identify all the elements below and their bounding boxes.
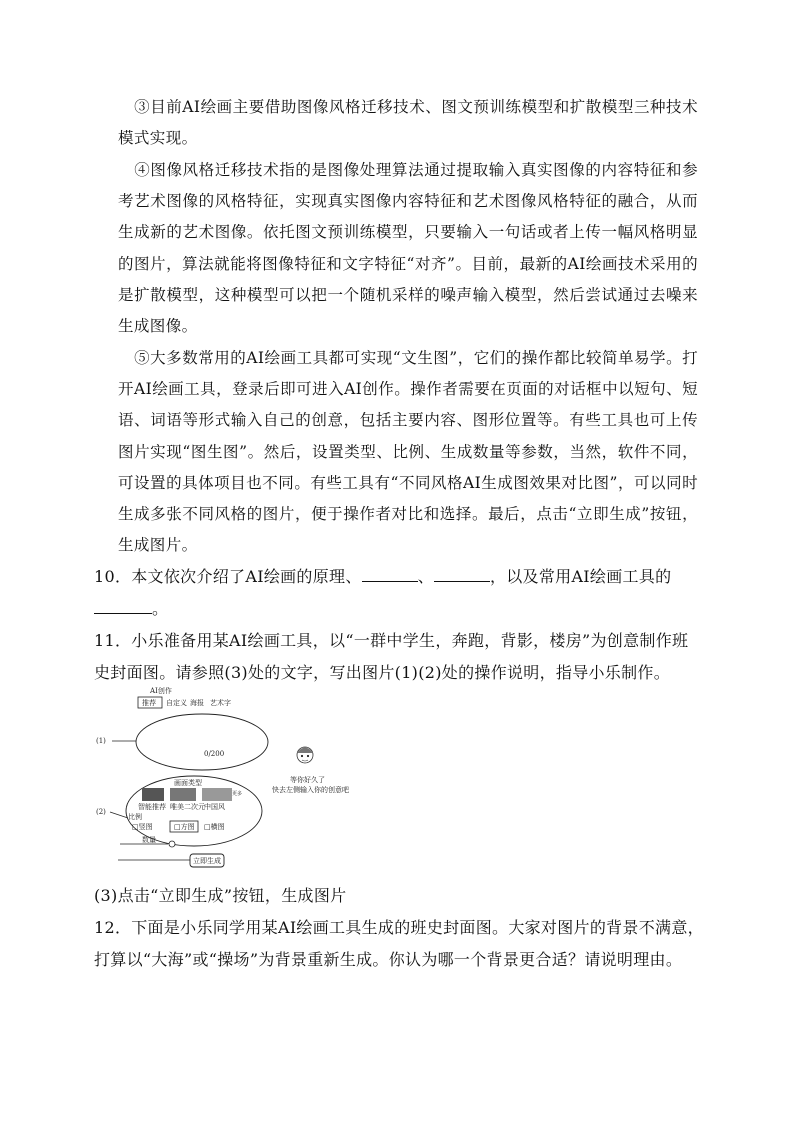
assistant-avatar-icon [297, 747, 313, 763]
question-12 [94, 912, 704, 976]
count-slider-handle[interactable] [169, 841, 175, 847]
paragraph-3 [118, 92, 698, 154]
assistant-line-2: 快去左侧输入你的创意吧 [272, 786, 349, 794]
answer-blank-2[interactable] [434, 563, 490, 582]
ratio-label: 比例 [128, 813, 142, 821]
style-chinese[interactable]: 中国风 [204, 803, 225, 811]
tab-recommend[interactable]: 推荐 [142, 699, 156, 707]
answer-blank-1[interactable] [362, 563, 418, 582]
question-10-end: 。 [152, 599, 169, 618]
prompt-input-ellipse[interactable] [136, 714, 268, 770]
question-10-text-b: ，以及常用AI绘画工具的 [489, 567, 672, 586]
question-11-step-3-text: (3)点击“立即生成”按钮，生成图片 [94, 886, 347, 905]
paragraph-4 [118, 155, 698, 342]
generate-button-label[interactable]: 立即生成 [193, 857, 221, 865]
ratio-landscape[interactable]: □横图 [204, 823, 225, 831]
style-thumb-smart[interactable] [142, 788, 164, 801]
ratio-square[interactable]: □方图 [174, 823, 195, 831]
question-11-text: 11．小乐准备用某AI绘画工具，以“一群中学生，奔跑，背影，楼房”为创意制作班史封面图。请参照(3)处的文字，写出图片(1)(2)处的操作说明，指导小乐制作。 [94, 631, 689, 682]
ratio-portrait[interactable]: □竖图 [132, 823, 153, 831]
question-10-separator: 、 [417, 567, 434, 586]
assistant-line-1: 等你好久了 [290, 776, 325, 784]
ai-tool-figure [94, 684, 394, 874]
style-smart[interactable]: 智能推荐 [138, 803, 166, 811]
tab-art-text[interactable]: 艺术字 [210, 699, 231, 707]
more-styles[interactable]: 更多 [232, 791, 243, 797]
char-counter: 0/200 [204, 750, 225, 758]
figure-title: AI创作 [150, 687, 172, 695]
question-10 [94, 561, 704, 625]
style-thumb-chinese[interactable] [202, 788, 232, 801]
count-label: 数量 [142, 836, 156, 844]
question-12-text: 12．下面是小乐同学用某AI绘画工具生成的班史封面图。大家对图片的背景不满意，打算以“大海”或“操场”为背景重新生成。你认为哪一个背景更合适？请说明理由。 [94, 918, 704, 969]
paragraph-5-text: ⑤大多数常用的AI绘画工具都可实现“文生图”，它们的操作都比较简单易学。打开AI绘画工具，登录后即可进入AI创作。操作者需要在页面的对话框中以短句、短语、词语等形式输入自己的创意，包括主要内容、图形位置等。有些工具也可上传图片实现“图生图”。然后，设置类型、比例、生成数量等参数，当然，软件不同，可设置的具体项目也不同。有些工具有“不同风格AI生成图效果对比图”，可以同时生成多张不同风格的图片，便于操作者对比和选择。最后，点击“立即生成”按钮，生成图片。 [118, 349, 698, 555]
answer-blank-3[interactable] [94, 595, 152, 614]
label-2: (2) [96, 808, 106, 816]
paragraph-4-text: ④图像风格迁移技术指的是图像处理算法通过提取输入真实图像的内容特征和参考艺术图像的风格特征，实现真实图像内容特征和艺术图像风格特征的融合，从而生成新的艺术图像。依托图文预训练模型，只要输入一句话或者上传一幅风格明显的图片，算法就能将图像特征和文字特征“对齐”。目前，最新的AI绘画技术采用的是扩散模型，这种模型可以把一个随机采样的噪声输入模型，然后尝试通过去噪来生成图像。 [118, 161, 698, 336]
type-heading: 画面类型 [174, 779, 202, 787]
label-1: (1) [96, 737, 106, 745]
style-thumb-anime[interactable] [170, 788, 196, 801]
tab-custom[interactable]: 自定义 [166, 699, 187, 707]
paragraph-3-text: ③目前AI绘画主要借助图像风格迁移技术、图文预训练模型和扩散模型三种技术模式实现。 [118, 98, 698, 148]
pointer-line-2 [110, 812, 128, 818]
question-11 [94, 625, 704, 689]
question-11-step-3 [94, 880, 704, 912]
question-10-text-a: 10．本文依次介绍了AI绘画的原理、 [94, 567, 362, 586]
paragraph-5 [118, 343, 698, 561]
style-anime[interactable]: 唯美二次元 [170, 803, 205, 811]
tab-poster[interactable]: 海报 [190, 699, 204, 707]
